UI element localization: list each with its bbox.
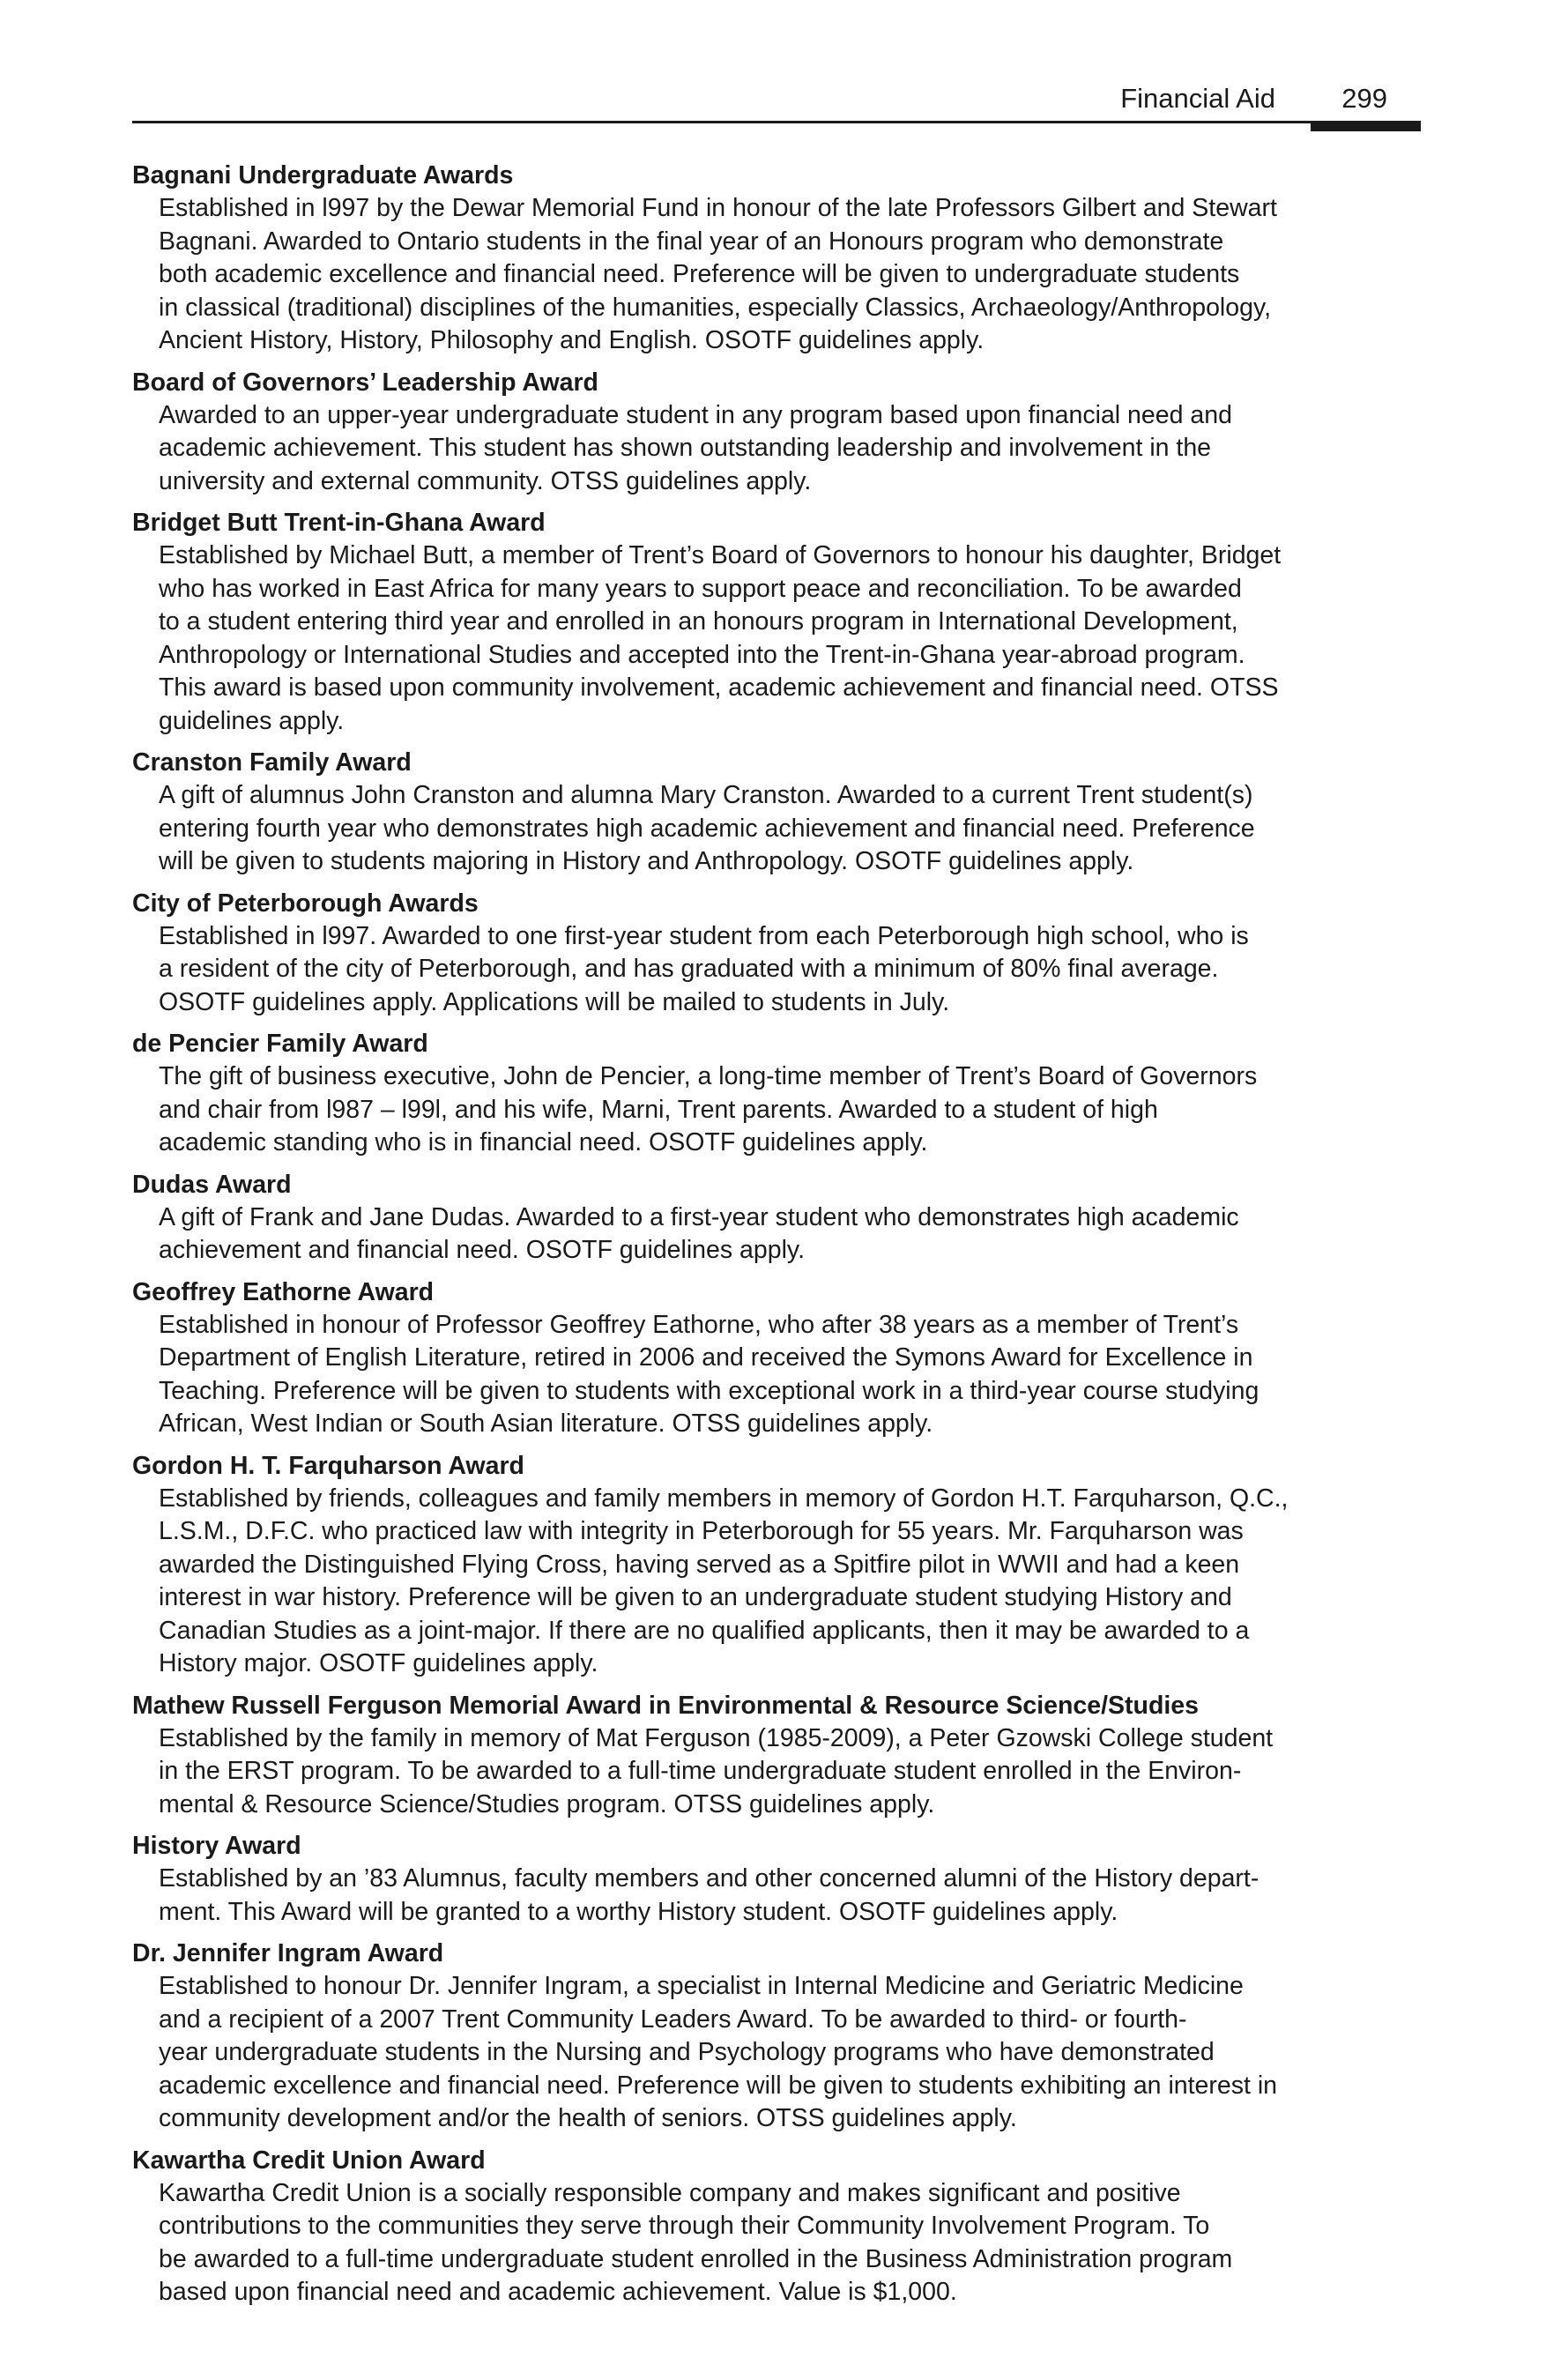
award-description-line: OSOTF guidelines apply. Applications will be mailed to students in July.: [159, 987, 950, 1016]
award-description-line: interest in war history. Preference will be given to an undergraduate student studying History and: [159, 1583, 1232, 1611]
award-entry: [132, 160, 1428, 358]
award-description-line: year undergraduate students in the Nursing and Psychology programs who have demonstrated: [159, 2038, 1215, 2066]
award-description-line: Established by the family in memory of Mat Ferguson (1985-2009), a Peter Gzowski College student: [159, 1723, 1274, 1752]
award-description-line: Kawartha Credit Union is a socially responsible company and makes significant and positive: [159, 2178, 1181, 2207]
award-description-line: Ancient History, History, Philosophy and English. OSOTF guidelines apply.: [159, 326, 985, 354]
award-description-line: A gift of Frank and Jane Dudas. Awarded to a first-year student who demonstrates high academic: [159, 1202, 1239, 1231]
award-title: Board of Governors’ Leadership Award: [132, 368, 598, 397]
award-description-line: be awarded to a full-time undergraduate student enrolled in the Business Administration program: [159, 2244, 1233, 2273]
award-description-line: will be given to students majoring in History and Anthropology. OSOTF guidelines apply.: [159, 847, 1134, 875]
award-description-line: who has worked in East Africa for many years to support peace and reconciliation. To be awarded: [159, 574, 1242, 603]
award-description-line: ment. This Award will be granted to a worthy History student. OSOTF guidelines apply.: [159, 1897, 1118, 1926]
award-description-line: Established in l997. Awarded to one first-year student from each Peterborough high school, who is: [159, 921, 1249, 950]
award-description-line: academic excellence and financial need. Preference will be given to students exhibiting an interest in: [159, 2071, 1278, 2100]
award-description-line: achievement and financial need. OSOTF guidelines apply.: [159, 1236, 805, 1264]
award-title: City of Peterborough Awards: [132, 889, 479, 918]
award-description: [132, 1722, 1428, 1822]
award-description: [132, 1483, 1428, 1681]
award-entry: [132, 1830, 1428, 1929]
award-description-line: university and external community. OTSS guidelines apply.: [159, 466, 812, 495]
award-description-line: a resident of the city of Peterborough, and has graduated with a minimum of 80% final average.: [159, 955, 1219, 983]
award-title: History Award: [132, 1832, 301, 1860]
award-description-line: Anthropology or International Studies and accepted into the Trent-in-Ghana year-abroad program.: [159, 640, 1245, 669]
award-entry: [132, 1169, 1428, 1268]
award-description: [132, 399, 1428, 499]
award-description-line: Established by Michael Butt, a member of Trent’s Board of Governors to honour his daughter, Bridget: [159, 541, 1282, 569]
award-title: Mathew Russell Ferguson Memorial Award in Environmental & Resource Science/Studies: [132, 1691, 1199, 1720]
award-description: [132, 1970, 1428, 2136]
page-number: 299: [1341, 83, 1387, 114]
award-entry: [132, 1450, 1428, 1681]
award-description-line: African, West Indian or South Asian literature. OTSS guidelines apply.: [159, 1409, 933, 1438]
header-tab-bar: [1311, 121, 1421, 131]
award-description-line: L.S.M., D.F.C. who practiced law with integrity in Peterborough for 55 years. Mr. Farquharson was: [159, 1517, 1244, 1545]
award-description-line: and chair from l987 – l99l, and his wife, Marni, Trent parents. Awarded to a student of high: [159, 1095, 1158, 1124]
award-description: [132, 2177, 1428, 2309]
award-description-line: Established in honour of Professor Geoffrey Eathorne, who after 38 years as a member of Trent’s: [159, 1310, 1239, 1339]
award-description-line: entering fourth year who demonstrates high academic achievement and financial need. Preference: [159, 814, 1255, 843]
award-title: Gordon H. T. Farquharson Award: [132, 1451, 524, 1480]
award-description-line: in the ERST program. To be awarded to a full-time undergraduate student enrolled in the Environ-: [159, 1757, 1242, 1785]
award-entry: [132, 1276, 1428, 1441]
award-description-line: to a student entering third year and enrolled in an honours program in International Development,: [159, 607, 1238, 636]
award-description-line: A gift of alumnus John Cranston and alumna Mary Cranston. Awarded to a current Trent student(s): [159, 781, 1253, 809]
awards-list: [132, 160, 1428, 2318]
award-entry: [132, 367, 1428, 499]
award-entry: [132, 1690, 1428, 1822]
award-description: [132, 192, 1428, 358]
award-title: Kawartha Credit Union Award: [132, 2146, 486, 2175]
award-description: [132, 539, 1428, 738]
award-entry: [132, 1937, 1428, 2136]
award-description-line: Established to honour Dr. Jennifer Ingram, a specialist in Internal Medicine and Geriatric Medicine: [159, 1972, 1244, 2000]
award-description-line: mental & Resource Science/Studies program. OTSS guidelines apply.: [159, 1789, 935, 1818]
award-title: Bagnani Undergraduate Awards: [132, 161, 514, 190]
award-description-line: Established in l997 by the Dewar Memorial Fund in honour of the late Professors Gilbert and Stewart: [159, 194, 1277, 222]
award-title: de Pencier Family Award: [132, 1030, 428, 1058]
page-header: [132, 81, 1421, 134]
award-description: [132, 1863, 1428, 1929]
award-description-line: Established by friends, colleagues and family members in memory of Gordon H.T. Farquharson, Q.C.,: [159, 1484, 1289, 1513]
header-rule: [132, 121, 1421, 123]
award-description: [132, 920, 1428, 1020]
award-description: [132, 1309, 1428, 1441]
running-header-section: Financial Aid: [1120, 83, 1275, 114]
award-description-line: Department of English Literature, retired in 2006 and received the Symons Award for Excellence in: [159, 1343, 1253, 1372]
award-description-line: Teaching. Preference will be given to students with exceptional work in a third-year course studying: [159, 1376, 1259, 1405]
award-description-line: Bagnani. Awarded to Ontario students in the final year of an Honours program who demonstrate: [159, 227, 1224, 256]
award-description-line: The gift of business executive, John de Pencier, a long-time member of Trent’s Board of Governors: [159, 1062, 1258, 1090]
award-description-line: contributions to the communities they serve through their Community Involvement Program. To: [159, 2212, 1210, 2240]
award-description-line: guidelines apply.: [159, 706, 345, 735]
award-title: Dudas Award: [132, 1170, 292, 1199]
award-description-line: Canadian Studies as a joint-major. If there are no qualified applicants, then it may be awarded to a: [159, 1616, 1250, 1645]
award-title: Cranston Family Award: [132, 748, 412, 777]
award-entry: [132, 747, 1428, 879]
award-entry: [132, 2145, 1428, 2309]
award-description-line: and a recipient of a 2007 Trent Community Leaders Award. To be awarded to third- or fourth-: [159, 2004, 1187, 2034]
award-description-line: This award is based upon community involvement, academic achievement and financial need. OTSS: [159, 673, 1279, 702]
award-description: [132, 779, 1428, 879]
award-description: [132, 1060, 1428, 1160]
award-description-line: based upon financial need and academic achievement. Value is $1,000.: [159, 2278, 957, 2306]
award-description-line: in classical (traditional) disciplines of the humanities, especially Classics, Archaeology/Anthropology,: [159, 293, 1272, 322]
award-description: [132, 1201, 1428, 1268]
award-title: Dr. Jennifer Ingram Award: [132, 1939, 444, 1967]
award-description-line: awarded the Distinguished Flying Cross, having served as a Spitfire pilot in WWII and had a keen: [159, 1550, 1240, 1579]
award-entry: [132, 507, 1428, 738]
award-description-line: History major. OSOTF guidelines apply.: [159, 1649, 598, 1677]
award-description-line: academic standing who is in financial need. OSOTF guidelines apply.: [159, 1128, 928, 1157]
award-entry: [132, 888, 1428, 1020]
award-description-line: academic achievement. This student has shown outstanding leadership and involvement in the: [159, 434, 1212, 462]
award-description-line: community development and/or the health of seniors. OTSS guidelines apply.: [159, 2104, 1017, 2132]
award-description-line: Established by an ’83 Alumnus, faculty members and other concerned alumni of the History depart-: [159, 1864, 1259, 1893]
award-description-line: Awarded to an upper-year undergraduate student in any program based upon financial need and: [159, 400, 1232, 429]
award-title: Bridget Butt Trent-in-Ghana Award: [132, 509, 546, 537]
award-title: Geoffrey Eathorne Award: [132, 1277, 435, 1306]
award-description-line: both academic excellence and financial need. Preference will be given to undergraduate students: [159, 260, 1240, 288]
award-entry: [132, 1028, 1428, 1160]
